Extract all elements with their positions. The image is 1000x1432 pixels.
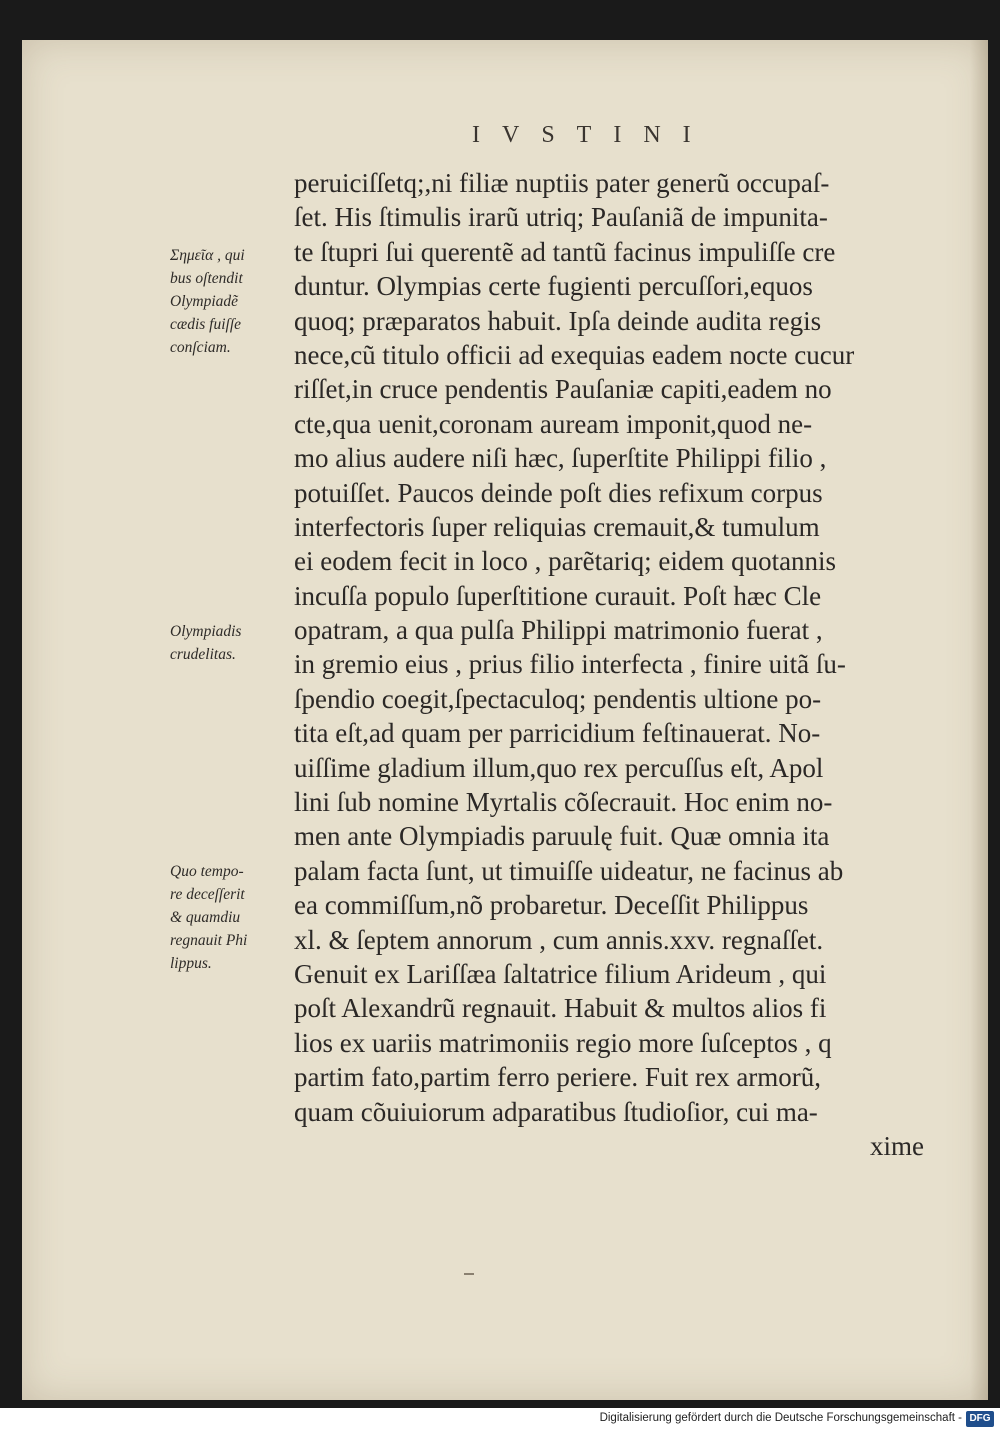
text-line: incuſſa populo ſuperſtitione curauit. Poſt hæc Cle	[294, 580, 822, 611]
note-line: bus oſtendit	[170, 270, 243, 287]
running-head: IVSTINI	[472, 122, 713, 148]
text-line: lios ex uariis matrimoniis regio more ſuſceptos , q	[294, 1027, 832, 1058]
margin-note-reign	[170, 860, 292, 975]
text-line: ſet. His ſtimulis irarũ utriq; Pauſaniã de impunita-	[294, 202, 828, 233]
text-line: quam cõuiuiorum adparatibus ſtudioſior, cui ma-	[294, 1096, 818, 1127]
dfg-logo: DFG	[966, 1411, 994, 1427]
main-text-column	[294, 166, 984, 1163]
note-line: crudelitas.	[170, 646, 236, 663]
text-line: opatram, a qua pulſa Philippi matrimonio fuerat ,	[294, 615, 823, 646]
note-line: lippus.	[170, 955, 212, 972]
text-line: tita eſt,ad quam per parricidium feſtinauerat. No-	[294, 718, 821, 749]
text-line: uiſſime gladium illum,quo rex percuſſus eſt, Apol	[294, 752, 824, 783]
digitization-credit: Digitalisierung gefördert durch die Deutsche Forschungsgemeinschaft -	[599, 1412, 962, 1424]
footer-mark	[464, 1273, 474, 1275]
text-line: men ante Olympiadis paruulę fuit. Quæ omnia ita	[294, 821, 830, 852]
note-line: re deceſſerit	[170, 886, 245, 903]
note-line: cædis fuiſſe	[170, 316, 242, 333]
text-line: potuiſſet. Paucos deinde poſt dies refixum corpus	[294, 477, 823, 508]
note-line: Olympiadẽ	[170, 293, 239, 310]
margin-note-signs	[170, 244, 292, 359]
text-line: te ſtupri ſui querentẽ ad tantũ facinus impuliſſe cre	[294, 236, 836, 267]
text-line: peruiciſſetq;,ni filiæ nuptiis pater generũ occupaſ-	[294, 168, 830, 198]
catchword: xime	[870, 1130, 924, 1161]
text-line: cte,qua uenit,coronam auream imponit,quod ne-	[294, 408, 813, 439]
note-line: Olympiadis	[170, 623, 242, 640]
note-line: & quamdiu	[170, 909, 241, 926]
text-line: ſpendio coegit,ſpectaculoq; pendentis ultione po-	[294, 683, 822, 714]
text-line: xl. & ſeptem annorum , cum annis.xxv. regnaſſet.	[294, 924, 824, 955]
text-line: palam facta ſunt, ut timuiſſe uideatur, ne facinus ab	[294, 855, 844, 886]
text-line: ea commiſſum,nõ probaretur. Deceſſit Philippus	[294, 890, 809, 921]
note-line: Quo tempo-	[170, 863, 244, 880]
text-line: in gremio eius , prius filio interfecta , finire uitã ſu-	[294, 649, 846, 680]
digitization-footer	[0, 1408, 1000, 1432]
text-line: Genuit ex Lariſſæa ſaltatrice filium Arideum , qui	[294, 958, 827, 989]
text-line: lini ſub nomine Myrtalis cõſecrauit. Hoc enim no-	[294, 787, 833, 818]
text-line: quoq; præparatos habuit. Ipſa deinde audita regis	[294, 305, 822, 336]
text-line: nece,cũ titulo officii ad exequias eadem nocte cucur	[294, 339, 855, 370]
note-line: Σημεῖα , qui	[170, 247, 245, 264]
margin-note-cruelty	[170, 620, 292, 666]
text-line: riſſet,in cruce pendentis Pauſaniæ capiti,eadem no	[294, 374, 832, 405]
text-line: interfectoris ſuper reliquias cremauit,& tumulum	[294, 511, 820, 542]
text-line: duntur. Olympias certe fugienti percuſſori,equos	[294, 271, 813, 302]
note-line: regnauit Phi	[170, 932, 248, 949]
text-line: partim fato,partim ferro periere. Fuit rex armorũ,	[294, 1062, 822, 1093]
text-line: mo alius audere niſi hæc, ſuperſtite Philippi filio ,	[294, 443, 827, 474]
note-line: conſciam.	[170, 339, 231, 356]
book-page	[22, 40, 988, 1400]
text-line: ei eodem fecit in loco , parẽtariq; eidem quotannis	[294, 546, 837, 577]
text-line: poſt Alexandrũ regnauit. Habuit & multos alios fi	[294, 993, 827, 1024]
